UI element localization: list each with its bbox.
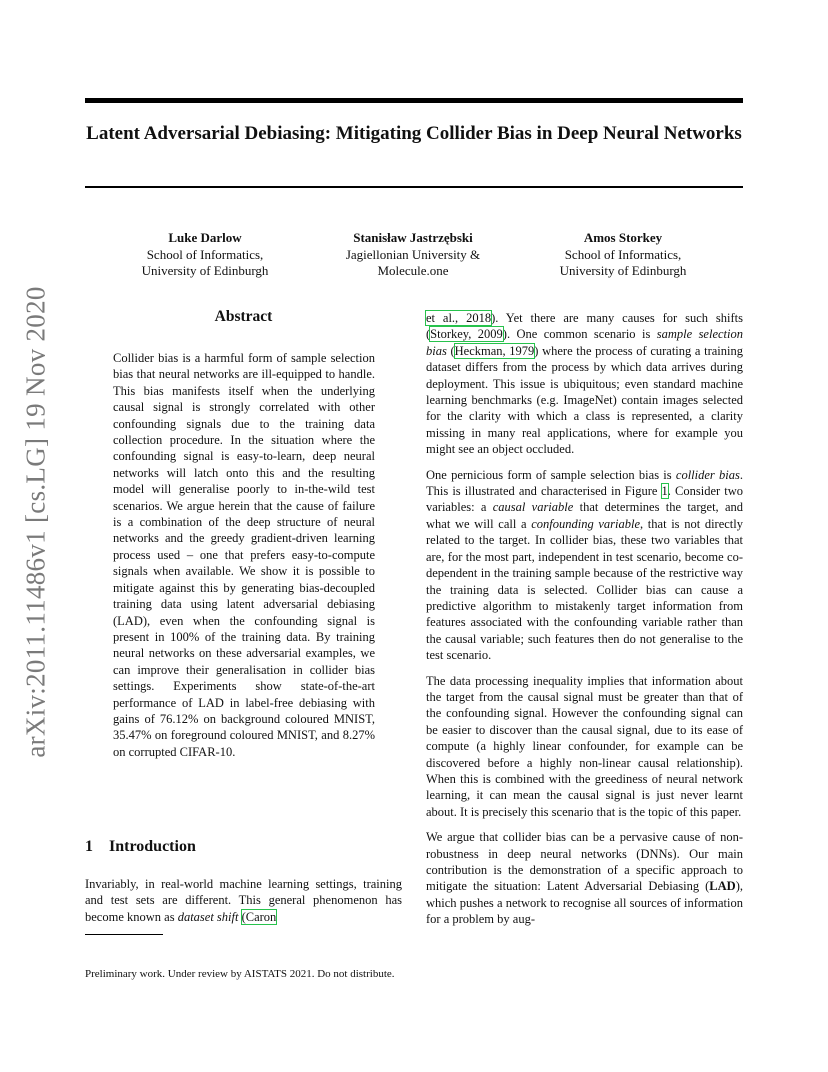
abstract-heading: Abstract — [214, 308, 273, 325]
author-affiliation: School of Informatics, — [564, 246, 682, 262]
citation-link[interactable]: et al., 2018 — [426, 311, 492, 325]
section-heading — [85, 838, 196, 856]
emphasis-text: sample selection bias — [426, 327, 743, 358]
author-block — [110, 230, 300, 280]
section-number: 1 — [85, 838, 93, 855]
footnote: Preliminary work. Under review by AISTATS 2021. Do not distribute. — [85, 968, 395, 980]
title-rule — [85, 186, 743, 188]
top-rule — [85, 98, 743, 103]
citation-link[interactable]: (Caron — [241, 909, 277, 924]
body-paragraph — [426, 829, 743, 927]
footnote-rule — [85, 934, 163, 935]
emphasis-text: collider bias — [675, 467, 740, 482]
section-title: Introduction — [109, 838, 196, 855]
body-paragraph — [426, 310, 743, 458]
text-run: ) where the process of curating a training dataset differs from the process by which data arrives during deployment. This issue is ubiquitous; even standard machine learning benchmarks (e.g. ImageNet) contain images selected for the clarity with which a class is represented, a clarity missing in many real applications, where for example you might see an object occluded. — [426, 343, 743, 457]
author-affiliation: Molecule.one — [377, 263, 449, 278]
emphasis-text: confounding variable — [531, 516, 641, 531]
arxiv-side-stamp: arXiv:2011.11486v1 [cs.LG] 19 Nov 2020 — [20, 286, 51, 758]
text-run: ). One common scenario is — [502, 327, 657, 342]
author-name: Stanisław Jastrzębski — [353, 230, 473, 245]
author-affiliation: Jagiellonian University & — [345, 246, 481, 262]
text-run: that determines the target, and what we will call a — [426, 500, 744, 531]
text-run: . Consider two variables: a — [426, 484, 743, 515]
figure-link[interactable]: 1 — [661, 484, 668, 499]
paper-title: Latent Adversarial Debiasing: Mitigating Collider Bias in Deep Neural Networks — [86, 123, 742, 144]
author-affiliation: School of Informatics, — [146, 246, 264, 262]
bold-text: LAD — [709, 879, 736, 894]
text-run: One pernicious form of sample selection bias is — [426, 467, 676, 482]
text-run: Invariably, in real-world machine learning settings, training and test sets are different. This general phenomenon has become known as — [85, 877, 402, 924]
text-run: . This is illustrated and characterised in Figure — [426, 467, 743, 499]
text-run: We argue that collider bias can be a pervasive cause of non-robustness in deep neural networks (DNNs). Our main contribution is the demonstration of a specific approach to mitigate the situation: Latent Adversarial Debiasing ( — [426, 830, 743, 894]
text-run: ). Yet there are many causes for such shifts ( — [426, 311, 743, 342]
body-paragraph — [426, 467, 743, 664]
emphasis-text: dataset shift — [177, 909, 239, 924]
author-name: Luke Darlow — [168, 230, 242, 245]
body-paragraph: The data processing inequality implies that information about the target from the causal signal must be greater than that of the confounding signal. However the confounding signal can be easier to discover than the causal signal, due to its ease of compute (a highly linear confounder, for example can be discovered before a highly non-linear causal relationship). When this is combined with the greediness of neural network learning, it can mean the causal signal is just never learnt about. It is precisely this scenario that is the topic of this paper. — [426, 673, 743, 819]
author-block — [318, 230, 508, 280]
text-run: , that is not directly related to the target. In collider bias, these two variables that are, for the most part, independent in test scenario, become co-dependent in the training sample because of the restrictive way the training data is selected. Collider bias can cause a predictive algorithm to mistakenly target information from features associated with the confounding variable rather than the causal variable; such features then do not generalise to the test scenario. — [426, 516, 743, 663]
citation-link[interactable]: Storkey, 2009 — [430, 327, 503, 342]
author-affiliation: University of Edinburgh — [141, 263, 269, 278]
emphasis-text: causal variable — [492, 500, 574, 515]
author-block — [528, 230, 718, 280]
intro-paragraph — [85, 876, 402, 925]
author-name: Amos Storkey — [583, 230, 663, 245]
citation-link[interactable]: Heckman, 1979 — [454, 343, 535, 358]
text-run: ), which pushes a network to recognise all sources of information for a problem by aug- — [426, 879, 743, 927]
text-run: ( — [446, 343, 455, 358]
right-column — [426, 310, 743, 937]
author-affiliation: University of Edinburgh — [559, 263, 687, 278]
abstract-text: Collider bias is a harmful form of sample selection bias that neural networks are ill-equipped to handle. This bias manifests itself when the underlying causal signal is strongly correlated with other confounding signals due to the training data collection procedure. In the situation where the confounding signal is easy-to-learn, deep neural networks will latch onto this and the resulting model will generalise poorly to in-the-wild test scenarios. We argue herein that the cause of failure is a combination of the deep structure of neural networks and the greedy gradient-driven learning process used – one that prefers easy-to-compute signals when available. We show it is possible to mitigate against this by generating bias-decoupled training data using latent adversarial debiasing (LAD), even when the confounding signal is present in 100% of the training data. By training neural networks on these adversarial examples, we can improve their generalisation in collider bias settings. Experiments show state-of-the-art performance of LAD in label-free debiasing with gains of 76.12% on background coloured MNIST, 35.47% on foreground coloured MNIST, and 8.27% on corrupted CIFAR-10. — [113, 351, 375, 759]
